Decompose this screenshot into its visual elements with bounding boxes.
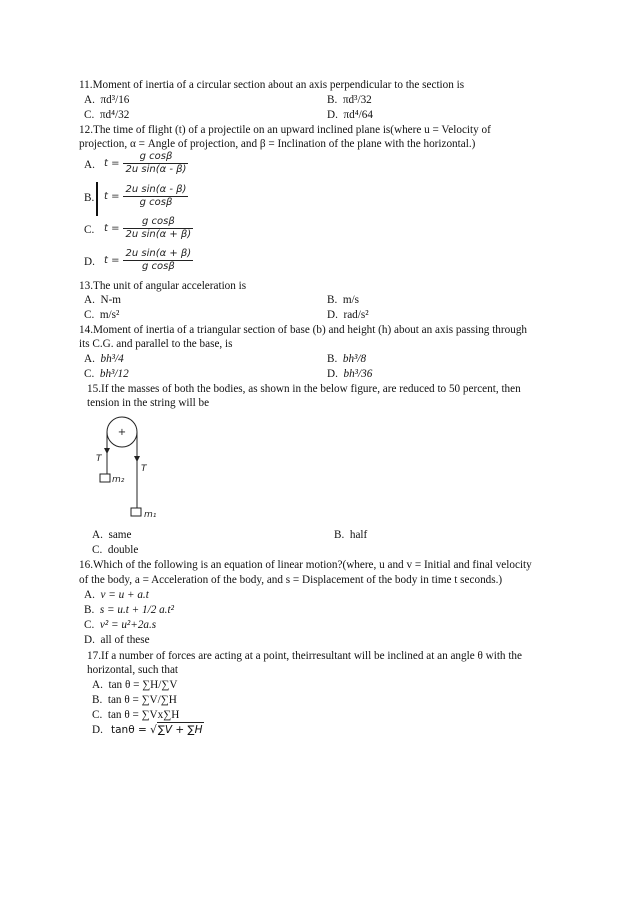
q13-option-c[interactable]: C. m/s²	[84, 309, 120, 321]
q15-option-c[interactable]: C. double	[92, 544, 139, 556]
q11-option-c-text: πd⁴/32	[99, 109, 130, 121]
q13-option-d[interactable]: D. rad/s²	[327, 309, 369, 321]
q12-formula-a: t = $\frac{\text{g cosβ}}{\text{2u sin(α - β)}}$	[104, 151, 187, 175]
pulley-diagram	[86, 412, 176, 524]
q16-stem-line1: 16.Which of the following is an equation of linear motion?(where, u and v = Initial and final velocity	[79, 559, 532, 571]
q17-option-c[interactable]: C. tan θ = ∑Vx∑H	[92, 709, 180, 721]
mass-box-right	[131, 508, 141, 516]
label-m1: m₁	[144, 510, 157, 520]
q12-option-d[interactable]: D.	[84, 256, 95, 268]
q11-option-a[interactable]: A. πd³/16	[84, 94, 130, 106]
q11-option-a-text: πd³/16	[100, 94, 130, 106]
label-t-left: T	[96, 454, 102, 464]
tension-arrow-right	[134, 456, 140, 462]
q12-formula-d: t = $\frac{\text{2u sin(α + β)}}{\text{g cosβ}}$	[104, 248, 192, 272]
q15-option-a[interactable]: A. same	[92, 529, 132, 541]
q13-option-b[interactable]: B. m/s	[327, 294, 360, 306]
pulley-center-mark: +	[117, 427, 127, 438]
q11-stem: 11.Moment of inertia of a circular section about an axis perpendicular to the section is	[79, 79, 465, 91]
q17-stem-line1: 17.If a number of forces are acting at a point, theirresultant will be inclined at an angle θ with the	[87, 650, 522, 662]
q12-formula-b: t = $\frac{\text{2u sin(α - β)}}{\text{g cosβ}}$	[104, 184, 187, 208]
q12-option-a[interactable]: A.	[84, 159, 95, 171]
label-t-right: T	[141, 464, 147, 474]
q14-option-d[interactable]: D. bh³/36	[327, 368, 373, 380]
q12-stem-line2: projection, α = Angle of projection, and β = Inclination of the plane with the horizontal.)	[79, 138, 476, 150]
q16-option-a[interactable]: A. v = u + a.t	[84, 589, 149, 601]
q13-stem: 13.The unit of angular acceleration is	[79, 280, 247, 292]
tension-arrow-left	[104, 448, 110, 454]
q11-option-d[interactable]: D. πd⁴/64	[327, 109, 373, 121]
q11-option-c[interactable]: C. πd⁴/32	[84, 109, 130, 121]
q11-option-b[interactable]: B. πd³/32	[327, 94, 372, 106]
q17-option-b[interactable]: B. tan θ = ∑V/∑H	[92, 694, 177, 706]
q15-stem-line2: tension in the string will be	[87, 397, 210, 409]
q12-option-b[interactable]: B.	[84, 192, 95, 204]
q12-formula-c: t = $\frac{\text{g cosβ}}{\text{2u sin(α + β)}}$	[104, 216, 192, 240]
q17-formula-d: tanθ = √∑V + ∑H	[111, 724, 203, 736]
q14-option-a[interactable]: A. bh³/4	[84, 353, 124, 365]
sqrt-radicand: ∑V + ∑H	[157, 724, 203, 736]
q12-stem-line1: 12.The time of flight (t) of a projectile on an upward inclined plane is(where u = Velocity of	[79, 124, 491, 136]
q17-option-a[interactable]: A. tan θ = ∑H/∑V	[92, 679, 178, 691]
q17-stem-line2: horizontal, such that	[87, 664, 179, 676]
q16-option-c[interactable]: C. v² = u²+2a.s	[84, 619, 157, 631]
q12-option-c[interactable]: C.	[84, 224, 95, 236]
sqrt-symbol: √	[150, 724, 157, 736]
q14-stem-line2: its C.G. and parallel to the base, is	[79, 338, 233, 350]
q15-option-b[interactable]: B. half	[334, 529, 368, 541]
q14-stem-line1: 14.Moment of inertia of a triangular section of base (b) and height (h) about an axis passing through	[79, 324, 528, 336]
q16-stem-line2: of the body, a = Acceleration of the body, and s = Displacement of the body in time t seconds.)	[79, 574, 503, 586]
q11-option-d-text: πd⁴/64	[343, 109, 373, 121]
q13-option-a[interactable]: A. N-m	[84, 294, 121, 306]
q15-stem-line1: 15.If the masses of both the bodies, as shown in the below figure, are reduced to 50 percent, then	[87, 383, 521, 395]
q11-option-b-text: πd³/32	[342, 94, 372, 106]
label-m2: m₂	[112, 475, 125, 485]
mass-box-left	[100, 474, 110, 482]
q12-option-b-marker	[96, 182, 98, 216]
q14-option-c[interactable]: C. bh³/12	[84, 368, 129, 380]
q16-option-b[interactable]: B. s = u.t + 1/2 a.t²	[84, 604, 174, 616]
q16-option-d[interactable]: D. all of these	[84, 634, 150, 646]
q14-option-b[interactable]: B. bh³/8	[327, 353, 367, 365]
q17-option-d[interactable]: D.	[92, 724, 103, 736]
